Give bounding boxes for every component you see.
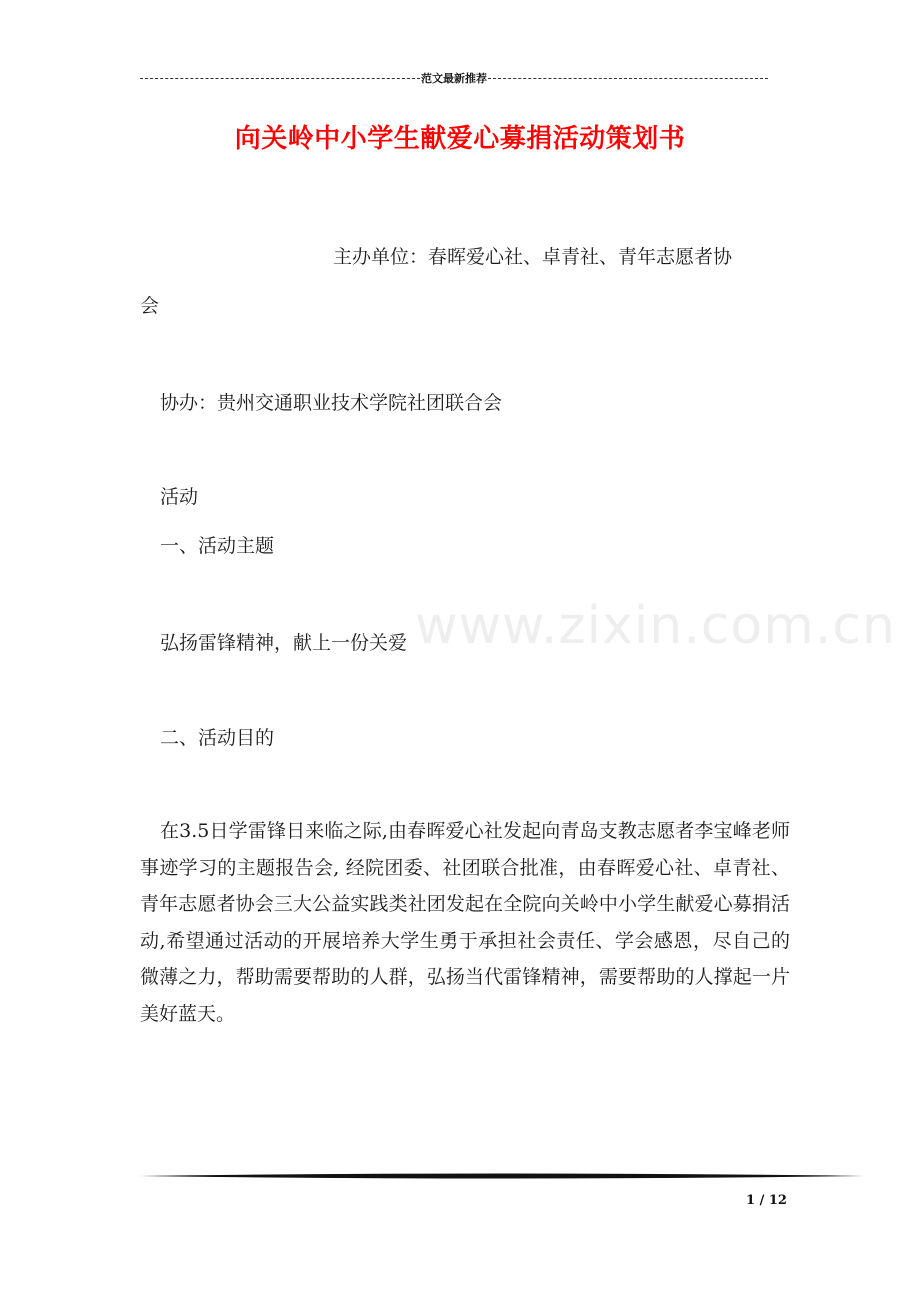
document-title: 向关岭中小学生献爱心募捐活动策划书 — [234, 124, 686, 154]
section-2-text: 在3.5日学雷锋日来临之际,由春晖爱心社发起向青岛支教志愿者李宝峰老师事迹学习的主题报告会, 经院团委、社团联合批准，由春晖爱心社、卓青社、青年志愿者协会三大公益实践类社团发起在全院向关岭中小学生献爱心募捐活动,希望通过活动的开展培养大学生勇于承担社会责任、学会感恩，尽自己的微薄之力，帮助需要帮助的人群，弘扬当代雷锋精神，需要帮助的人撑起一片美好蓝天。 — [140, 820, 790, 1025]
organizer-line-2: 会 — [140, 295, 160, 317]
watermark: www.zixin.com.cn — [415, 596, 896, 656]
header-dash-right — [488, 78, 768, 79]
activity-label: 活动 — [160, 486, 199, 508]
header-label: 范文最新推荐 — [421, 72, 487, 85]
co-organizer: 协办：贵州交通职业技术学院社团联合会 — [160, 392, 503, 414]
page-number: 1 / 12 — [746, 1193, 787, 1208]
header-dash-left — [140, 78, 420, 79]
page-header — [140, 70, 768, 86]
footer-rule — [140, 1172, 864, 1180]
section-1-heading: 一、活动主题 — [160, 535, 275, 557]
section-1-text: 弘扬雷锋精神，献上一份关爱 — [160, 632, 408, 654]
organizer-line-1: 主办单位：春晖爱心社、卓青社、青年志愿者协 — [333, 246, 733, 268]
section-2-heading: 二、活动目的 — [160, 727, 275, 749]
